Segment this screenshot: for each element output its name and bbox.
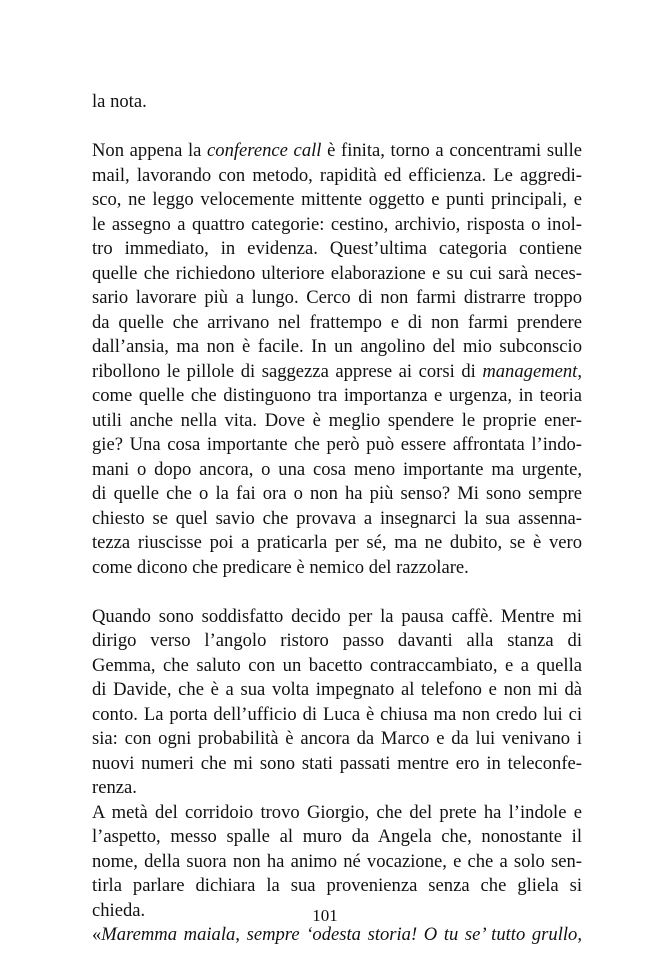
text-line: come quelle che distinguono tra importanza e urgenza, in teoria bbox=[92, 385, 582, 406]
text-line: l’aspetto, messo spalle al muro da Angela che, nonostante il bbox=[92, 826, 582, 847]
text-line: conto. La porta dell’ufficio di Luca è chiusa ma non credo lui ci bbox=[92, 703, 582, 725]
text-run: « bbox=[92, 924, 102, 945]
text-line: A metà del corridoio trovo Giorgio, che del prete ha l’indole e bbox=[92, 801, 582, 823]
text-line: nuovi numeri che mi sono stati passati mentre ero in teleconfe- bbox=[92, 752, 582, 774]
text-line: quelle che richiedono ulteriore elaborazione e su cui sarà neces- bbox=[92, 262, 582, 284]
text-line: dirigo verso l’angolo ristoro passo davanti alla stanza di bbox=[92, 630, 582, 651]
paragraph bbox=[92, 801, 582, 924]
text-run: , bbox=[577, 360, 582, 382]
text-line: tro immediato, in evidenza. Quest’ultima categoria contiene bbox=[92, 238, 582, 259]
page-number: 101 bbox=[312, 906, 338, 925]
text-line bbox=[92, 139, 582, 164]
text-line: tirla parlare dichiara la sua provenienza senza che gliela si bbox=[92, 875, 582, 896]
text-line: Gemma, che saluto con un bacetto contraccambiato, e a quella bbox=[92, 654, 582, 676]
text-line: di Davide, che è a sua volta impegnato al telefono e non mi dà bbox=[92, 679, 582, 700]
text-line: gie? Una cosa importante che però può essere affrontata l’indo- bbox=[92, 434, 582, 455]
text-line: sco, ne leggo velocemente mittente oggetto e punti principali, e bbox=[92, 189, 582, 210]
text-line: chiesto se quel savio che provava a insegnarci la sua assenna- bbox=[92, 507, 582, 529]
text-line: chieda. bbox=[92, 899, 146, 921]
text-line: dall’ansia, ma non è facile. In un angolino del mio subconscio bbox=[92, 336, 582, 357]
text-line: la nota. bbox=[92, 91, 147, 112]
paragraph bbox=[92, 90, 582, 115]
text-line: sia: con ogni probabilità è ancora da Marco e da lui venivano i bbox=[92, 728, 582, 749]
text-line: le assegno a quattro categorie: cestino, archivio, risposta o inol- bbox=[92, 213, 582, 235]
italic-text: management bbox=[482, 360, 578, 382]
text-line: renza. bbox=[92, 777, 137, 798]
text-line: Quando sono soddisfatto decido per la pausa caffè. Mentre mi bbox=[92, 605, 582, 627]
text-line: utili anche nella vita. Dove è meglio spendere le proprie ener- bbox=[92, 409, 582, 431]
text-run: Non appena la bbox=[92, 140, 208, 161]
text-line: di quelle che o la fai ora o non ha più senso? Mi sono sempre bbox=[92, 483, 582, 504]
paragraph bbox=[92, 139, 582, 580]
text-line: sario lavorare più a lungo. Cerco di non farmi distrarre troppo bbox=[92, 287, 582, 308]
text-line: tezza riuscisse poi a praticarla per sé, ma ne dubito, se è vero bbox=[92, 532, 582, 553]
text-line: nome, della suora non ha animo né vocazione, e che a solo sen- bbox=[92, 850, 582, 872]
text-run: è finita, torno a concentrami sulle bbox=[321, 140, 582, 161]
italic-text: Maremma maiala, sempre ‘odesta storia! O tu se’ tutto grullo, bbox=[101, 924, 582, 945]
text-line: da quelle che arrivano nel frattempo e di non farmi prendere bbox=[92, 311, 582, 333]
text-line: come dicono che predicare è nemico del razzolare. bbox=[92, 556, 469, 578]
paragraph bbox=[92, 605, 582, 801]
text-line: mail, lavorando con metodo, rapidità ed efficienza. Le aggredi- bbox=[92, 164, 582, 186]
italic-text: conference call bbox=[207, 140, 322, 161]
text-line bbox=[92, 923, 582, 948]
paragraph bbox=[92, 923, 582, 948]
body-text bbox=[92, 90, 582, 948]
text-line bbox=[92, 360, 582, 385]
text-run: ribollono le pillole di saggezza apprese ai corsi di bbox=[92, 360, 483, 382]
text-line: mani o dopo ancora, o una cosa meno importante ma urgente, bbox=[92, 458, 582, 480]
